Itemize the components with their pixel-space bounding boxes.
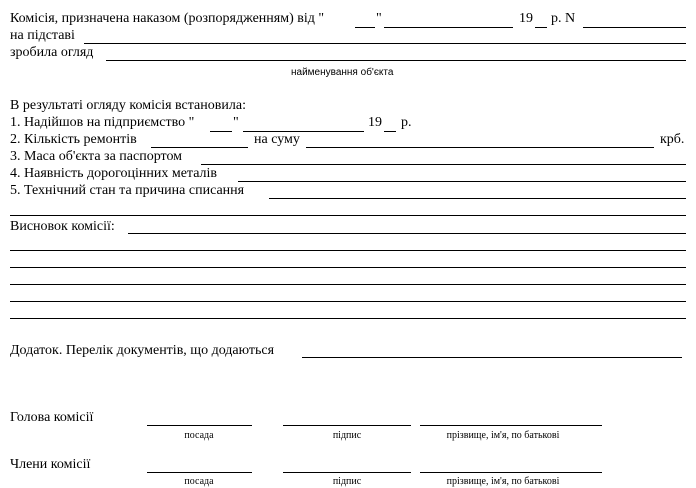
item1-year-prefix: 19 bbox=[368, 115, 382, 130]
member-position-caption: посада bbox=[184, 476, 214, 487]
findings-intro: В результаті огляду комісія встановила: bbox=[10, 98, 246, 113]
item5-condition-label: 5. Технічний стан та причина списання bbox=[10, 183, 245, 198]
members-label: Члени комісії bbox=[10, 457, 91, 472]
received-year-field[interactable] bbox=[384, 131, 396, 132]
conclusion-line-2[interactable] bbox=[10, 250, 686, 251]
conclusion-line-6[interactable] bbox=[10, 318, 686, 319]
received-day-field[interactable] bbox=[210, 131, 232, 132]
order-number-label: р. N bbox=[551, 11, 576, 26]
item2-currency-label: крб. bbox=[660, 132, 685, 147]
chair-label: Голова комісії bbox=[10, 410, 94, 425]
attachment-label: Додаток. Перелік документів, що додаються bbox=[10, 343, 275, 358]
member-name-caption: прізвище, ім'я, по батькові bbox=[446, 476, 560, 487]
conclusion-line-4[interactable] bbox=[10, 284, 686, 285]
order-day-field[interactable] bbox=[355, 27, 375, 28]
technical-condition-line-2[interactable] bbox=[10, 215, 686, 216]
chair-position-caption: посада bbox=[184, 430, 214, 441]
member-name-field[interactable] bbox=[420, 472, 602, 473]
member-signature-field[interactable] bbox=[283, 472, 411, 473]
item2-repairs-label: 2. Кількість ремонтів bbox=[10, 132, 137, 147]
basis-label: на підставі bbox=[10, 28, 75, 43]
chair-name-caption: прізвище, ім'я, по батькові bbox=[446, 430, 560, 441]
technical-condition-field[interactable] bbox=[269, 198, 686, 199]
member-signature-caption: підпис bbox=[332, 476, 362, 487]
item3-mass-label: 3. Маса об'єкта за паспортом bbox=[10, 149, 183, 164]
item1-received-label: 1. Надійшов на підприємство " bbox=[10, 115, 195, 130]
basis-field[interactable] bbox=[84, 43, 686, 44]
repairs-count-field[interactable] bbox=[151, 147, 248, 148]
conclusion-line-3[interactable] bbox=[10, 267, 686, 268]
chair-name-field[interactable] bbox=[420, 425, 602, 426]
commission-prefix: Комісія, призначена наказом (розпорядженням) від " bbox=[10, 11, 325, 26]
repairs-sum-field[interactable] bbox=[306, 147, 654, 148]
chair-position-field[interactable] bbox=[147, 425, 252, 426]
member-position-field[interactable] bbox=[147, 472, 252, 473]
order-number-field[interactable] bbox=[583, 27, 686, 28]
item2-sum-label: на суму bbox=[254, 132, 300, 147]
inspection-label: зробила огляд bbox=[10, 45, 94, 60]
object-mass-field[interactable] bbox=[201, 164, 686, 165]
item4-metals-label: 4. Наявність дорогоцінних металів bbox=[10, 166, 218, 181]
inspected-object-field[interactable] bbox=[106, 60, 686, 61]
conclusion-field[interactable] bbox=[128, 233, 686, 234]
order-month-field[interactable] bbox=[384, 27, 513, 28]
item1-year-suffix: р. bbox=[401, 115, 412, 130]
chair-signature-field[interactable] bbox=[283, 425, 411, 426]
conclusion-label: Висновок комісії: bbox=[10, 219, 115, 234]
chair-signature-caption: підпис bbox=[332, 430, 362, 441]
conclusion-line-5[interactable] bbox=[10, 301, 686, 302]
item1-quote-close: " bbox=[233, 115, 239, 130]
order-year-prefix: 19 bbox=[519, 11, 533, 26]
object-name-caption: найменування об'єкта bbox=[291, 67, 394, 78]
order-quote-close: " bbox=[376, 11, 382, 26]
order-year-field[interactable] bbox=[535, 27, 547, 28]
precious-metals-field[interactable] bbox=[238, 181, 686, 182]
attachment-field[interactable] bbox=[302, 357, 682, 358]
